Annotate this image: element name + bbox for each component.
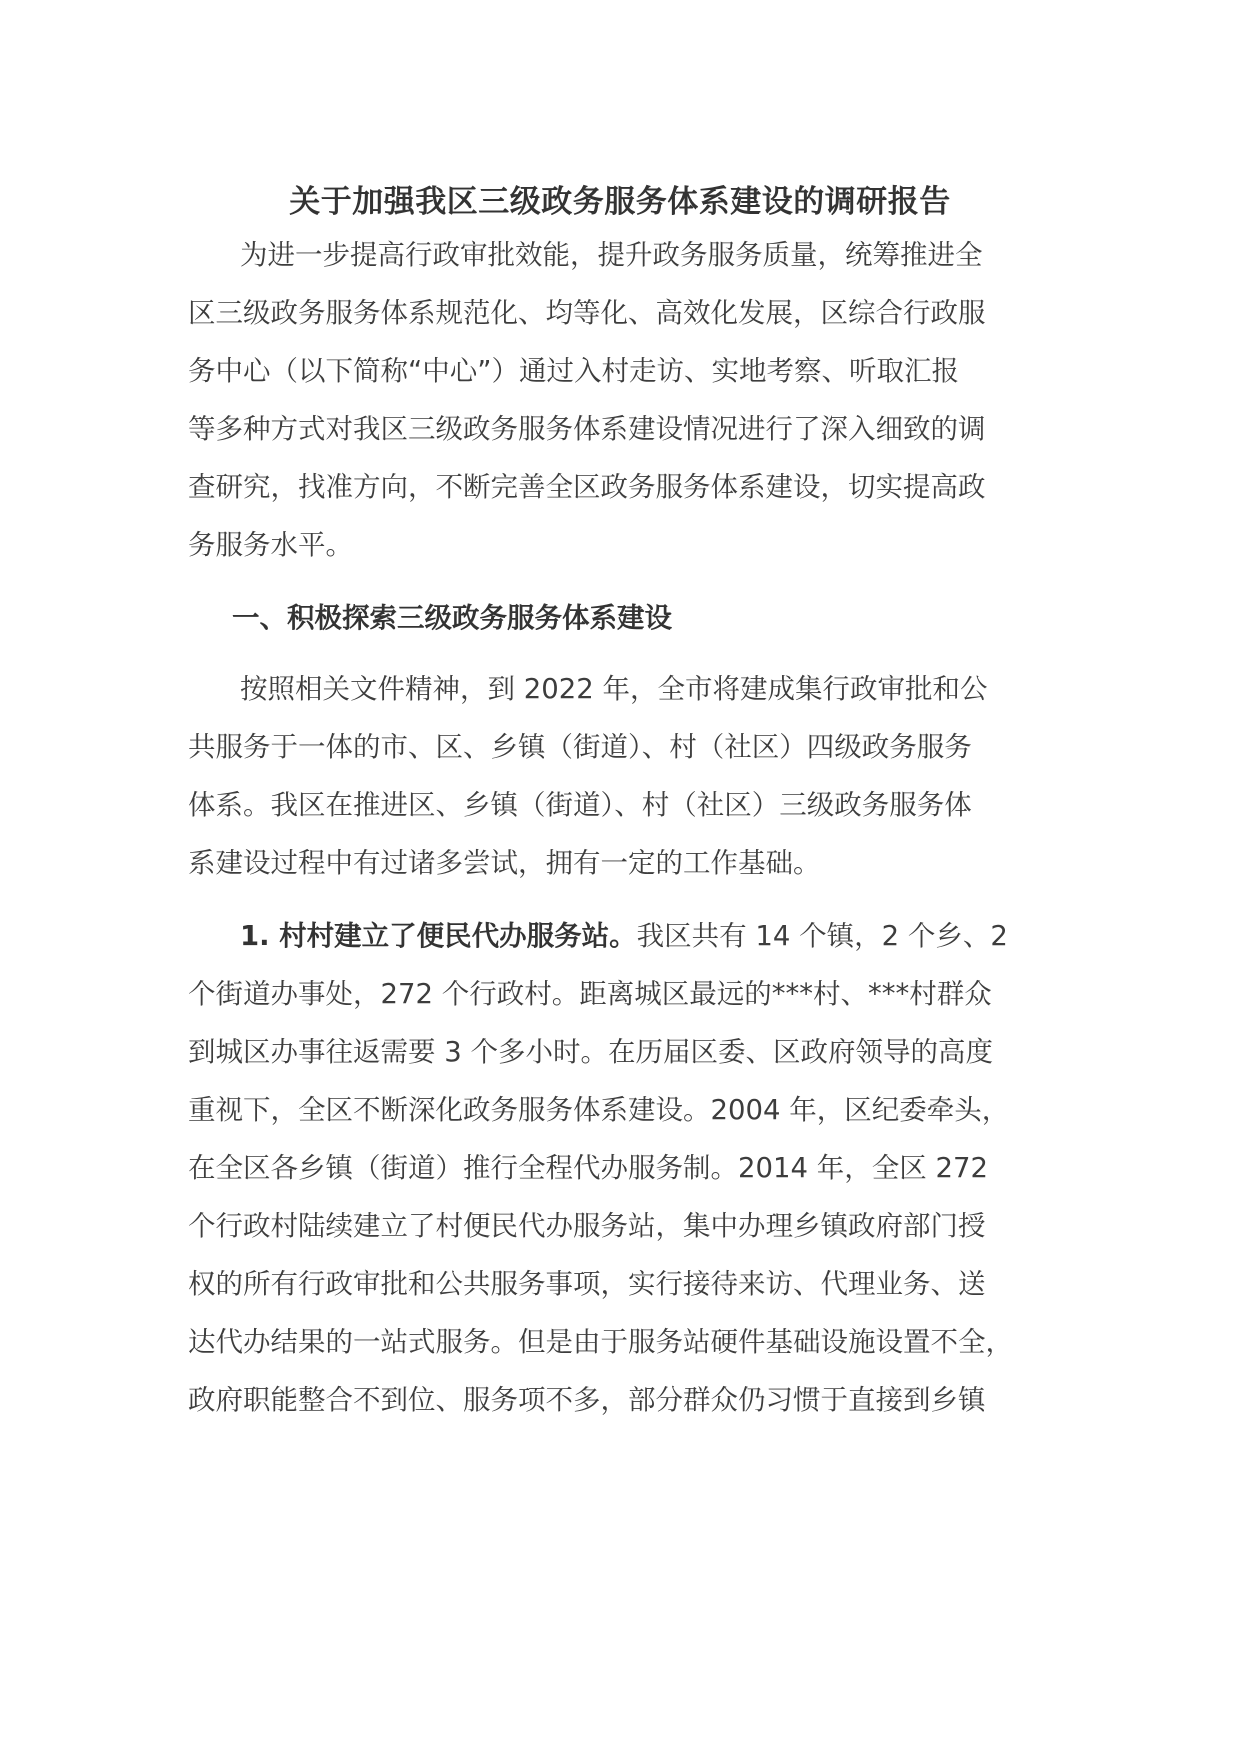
paragraph-line: 按照相关文件精神，到 2022 年，全市将建成集行政审批和公 (240, 673, 988, 705)
paragraph-line: 系建设过程中有过诸多尝试，拥有一定的工作基础。 (188, 847, 821, 879)
paragraph-line: 区三级政务服务体系规范化、均等化、高效化发展，区综合行政服 (188, 297, 986, 329)
paragraph-line: 重视下，全区不断深化政务服务体系建设。2004 年，区纪委牵头， (188, 1094, 1010, 1126)
paragraph-line: 查研究，找准方向，不断完善全区政务服务体系建设，切实提高政 (188, 471, 986, 503)
paragraph-line: 权的所有行政审批和公共服务事项，实行接待来访、代理业务、送 (188, 1268, 986, 1300)
paragraph-line: 政府职能整合不到位、服务项不多，部分群众仍习惯于直接到乡镇 (188, 1384, 986, 1416)
paragraph-line: 体系。我区在推进区、乡镇（街道）、村（社区）三级政务服务体 (188, 789, 972, 821)
paragraph-line: 等多种方式对我区三级政务服务体系建设情况进行了深入细致的调 (188, 413, 986, 445)
document-title: 关于加强我区三级政务服务体系建设的调研报告 (289, 184, 951, 220)
paragraph-line: 个街道办事处，272 个行政村。距离城区最远的***村、***村群众 (188, 978, 992, 1010)
paragraph-line: 务中心（以下简称“中心”）通过入村走访、实地考察、听取汇报 (188, 355, 959, 387)
paragraph-line: 在全区各乡镇（街道）推行全程代办服务制。2014 年，全区 272 (188, 1152, 988, 1184)
item-lead-bold: 1. 村村建立了便民代办服务站。 (240, 920, 637, 952)
paragraph-line: 务服务水平。 (188, 529, 353, 561)
numbered-item-first-line (240, 913, 1008, 953)
paragraph-line: 到城区办事往返需要 3 个多小时。在历届区委、区政府领导的高度 (188, 1036, 993, 1068)
paragraph-line: 共服务于一体的市、区、乡镇（街道）、村（社区）四级政务服务 (188, 731, 972, 763)
item-lead-rest: 我区共有 14 个镇，2 个乡、2 (636, 920, 1008, 952)
paragraph-line: 为进一步提高行政审批效能，提升政务服务质量，统筹推进全 (240, 239, 983, 271)
paragraph-line: 达代办结果的一站式服务。但是由于服务站硬件基础设施设置不全， (188, 1326, 1013, 1358)
section-heading: 一、积极探索三级政务服务体系建设 (232, 602, 672, 634)
paragraph-line: 个行政村陆续建立了村便民代办服务站，集中办理乡镇政府部门授 (188, 1210, 986, 1242)
